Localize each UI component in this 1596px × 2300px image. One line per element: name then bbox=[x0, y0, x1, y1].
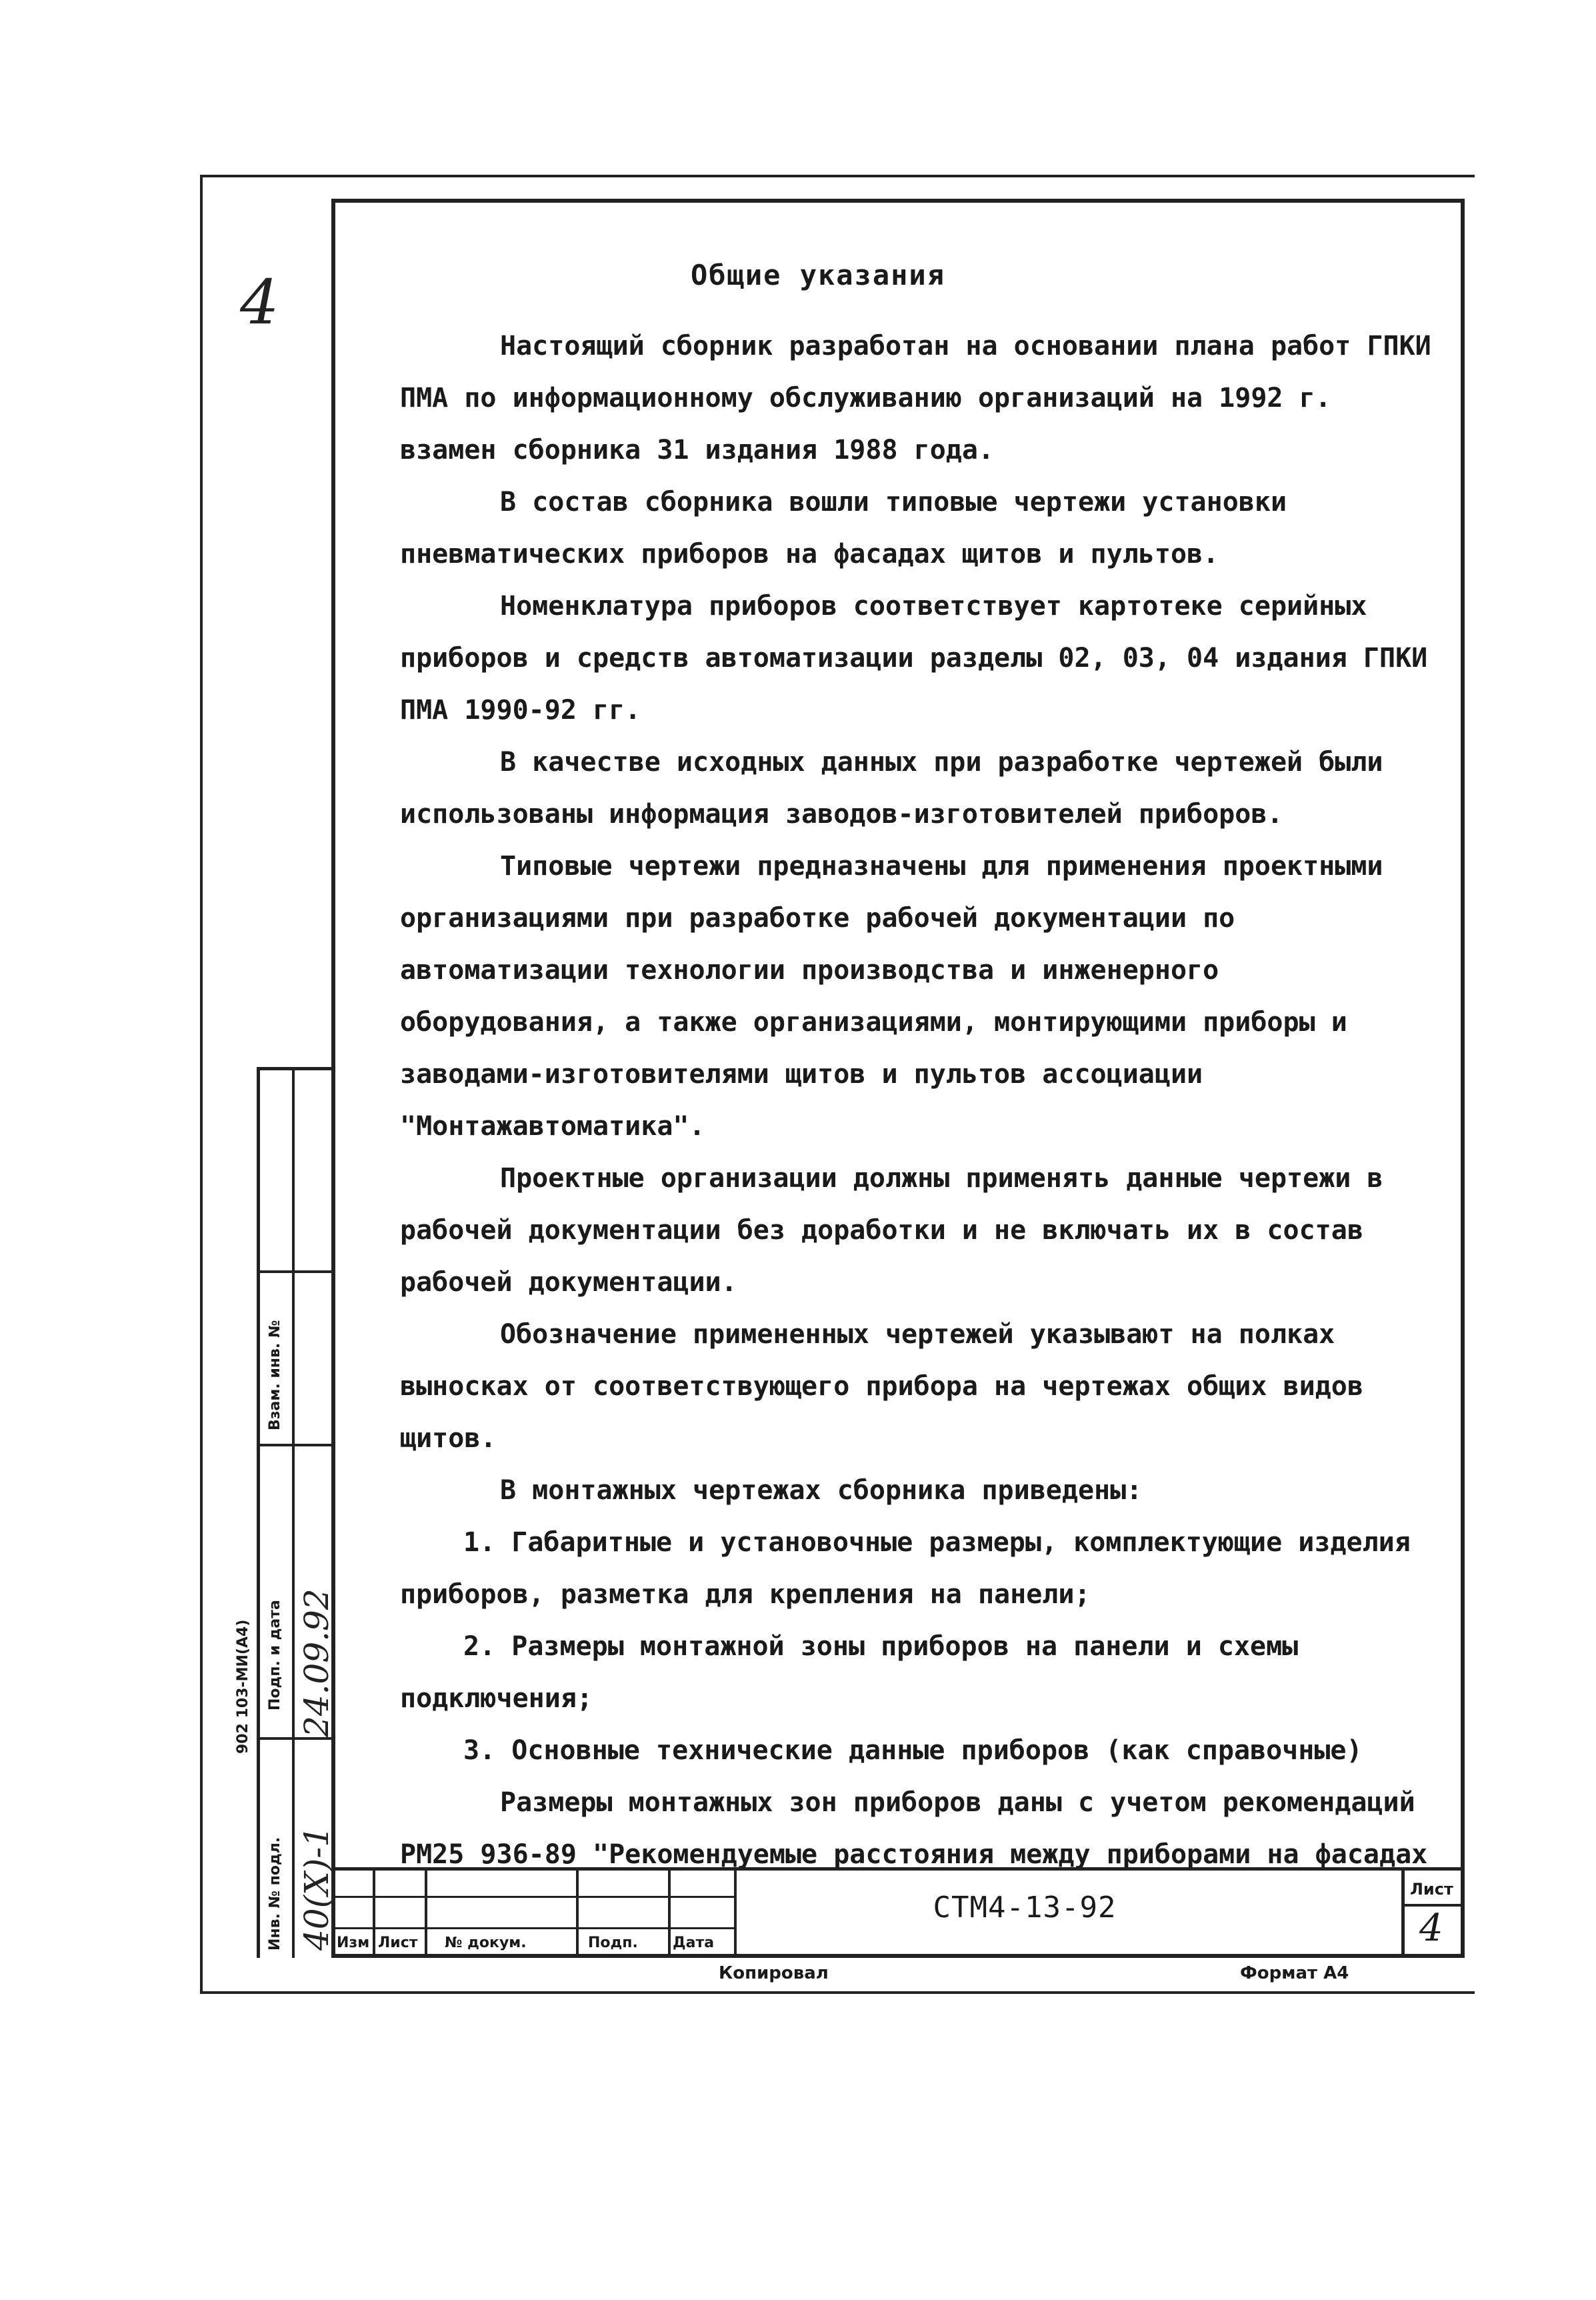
grid-line bbox=[668, 1871, 671, 1958]
list-item: 1. Габаритные и установочные размеры, комплектующие изделия приборов, разметка для крепления на панели; bbox=[400, 1527, 1411, 1610]
paragraph: Проектные организации должны применять данные чертежи в рабочей документации без доработки и не включать их в состав рабочей документации. bbox=[400, 1163, 1383, 1298]
outer-border-left bbox=[200, 175, 203, 1994]
grid-line bbox=[425, 1871, 427, 1958]
strip-line bbox=[260, 1270, 335, 1273]
strip-label-replace: Взам. инв. № bbox=[267, 1320, 283, 1430]
grid-line bbox=[734, 1871, 737, 1958]
document-code: СТМ4-13-92 bbox=[933, 1891, 1117, 1925]
col-label-list: Лист bbox=[378, 1935, 418, 1951]
revision-grid bbox=[331, 1871, 737, 1958]
sheet-label: Лист bbox=[1410, 1880, 1453, 1899]
page-title: Общие указания bbox=[690, 259, 945, 291]
stamp-text: 902 103-МИ(А4) bbox=[235, 1619, 251, 1754]
left-stamp-strip bbox=[257, 1067, 336, 1958]
strip-line bbox=[260, 1444, 335, 1446]
col-label-doc: № докум. bbox=[445, 1935, 527, 1951]
col-label-sign: Подп. bbox=[588, 1935, 638, 1951]
strip-line bbox=[260, 1737, 335, 1740]
list-item: 3. Основные технические данные приборов (как справочные) bbox=[463, 1735, 1363, 1766]
format-label: Формат А4 bbox=[1240, 1963, 1349, 1983]
handwritten-page-number: 4 bbox=[240, 267, 279, 338]
grid-line bbox=[331, 1896, 737, 1898]
paragraph: В качестве исходных данных при разработке чертежей были использованы информация заводов-изготовителей приборов. bbox=[400, 747, 1383, 830]
grid-line bbox=[331, 1927, 737, 1929]
grid-line bbox=[576, 1871, 579, 1958]
handwritten-date: 24.09.92 bbox=[297, 1588, 336, 1737]
strip-label-inv: Инв. № подл. bbox=[267, 1837, 283, 1951]
paragraph: Обозначение примененных чертежей указывают на полках выносках от соответствующего прибора на чертежах общих видов щитов. bbox=[400, 1319, 1363, 1454]
paragraph: Номенклатура приборов соответствует картотеке серийных приборов и средств автоматизации разделы 02, 03, 04 издания ГПКИ ПМА 1990-92 гг. bbox=[400, 591, 1428, 726]
col-label-date: Дата bbox=[673, 1935, 715, 1951]
strip-label-sign-date: Подп. и дата bbox=[267, 1600, 283, 1710]
title-block bbox=[331, 1867, 1465, 1958]
outer-border-top bbox=[200, 175, 1475, 177]
outer-border-bottom bbox=[200, 1991, 1475, 1994]
sheet-number: 4 bbox=[1419, 1907, 1443, 1950]
copied-label: Копировал bbox=[719, 1963, 829, 1983]
grid-line bbox=[373, 1871, 375, 1958]
col-label-izm: Изм bbox=[337, 1935, 370, 1951]
paragraph: В состав сборника вошли типовые чертежи установки пневматических приборов на фасадах щитов и пультов. bbox=[400, 487, 1287, 569]
body-text bbox=[400, 320, 1440, 1881]
paragraph: Типовые чертежи предназначены для применения проектными организациями при разработке рабочей документации по автоматизации технологии производства и инженерного оборудования, а также организациями, монтирующими приборы и заводами-изготовителями щитов и пультов ассоциации "Монтажавтоматика". bbox=[400, 851, 1383, 1142]
paragraph: Настоящий сборник разработан на основании плана работ ГПКИ ПМА по информационному обслуживанию организаций на 1992 г. взамен сборника 31 издания 1988 года. bbox=[400, 331, 1431, 465]
paragraph: Размеры монтажных зон приборов даны с учетом рекомендаций РМ25 936-89 "Рекомендуемые расстояния между приборами на фасадах bbox=[400, 1787, 1428, 1870]
paragraph: В монтажных чертежах сборника приведены: bbox=[500, 1475, 1143, 1506]
strip-divider bbox=[292, 1070, 295, 1958]
list-item: 2. Размеры монтажной зоны приборов на панели и схемы подключения; bbox=[400, 1631, 1299, 1714]
handwritten-inventory: 40(Х)-1 bbox=[297, 1826, 336, 1951]
sheet-box bbox=[1401, 1871, 1465, 1958]
